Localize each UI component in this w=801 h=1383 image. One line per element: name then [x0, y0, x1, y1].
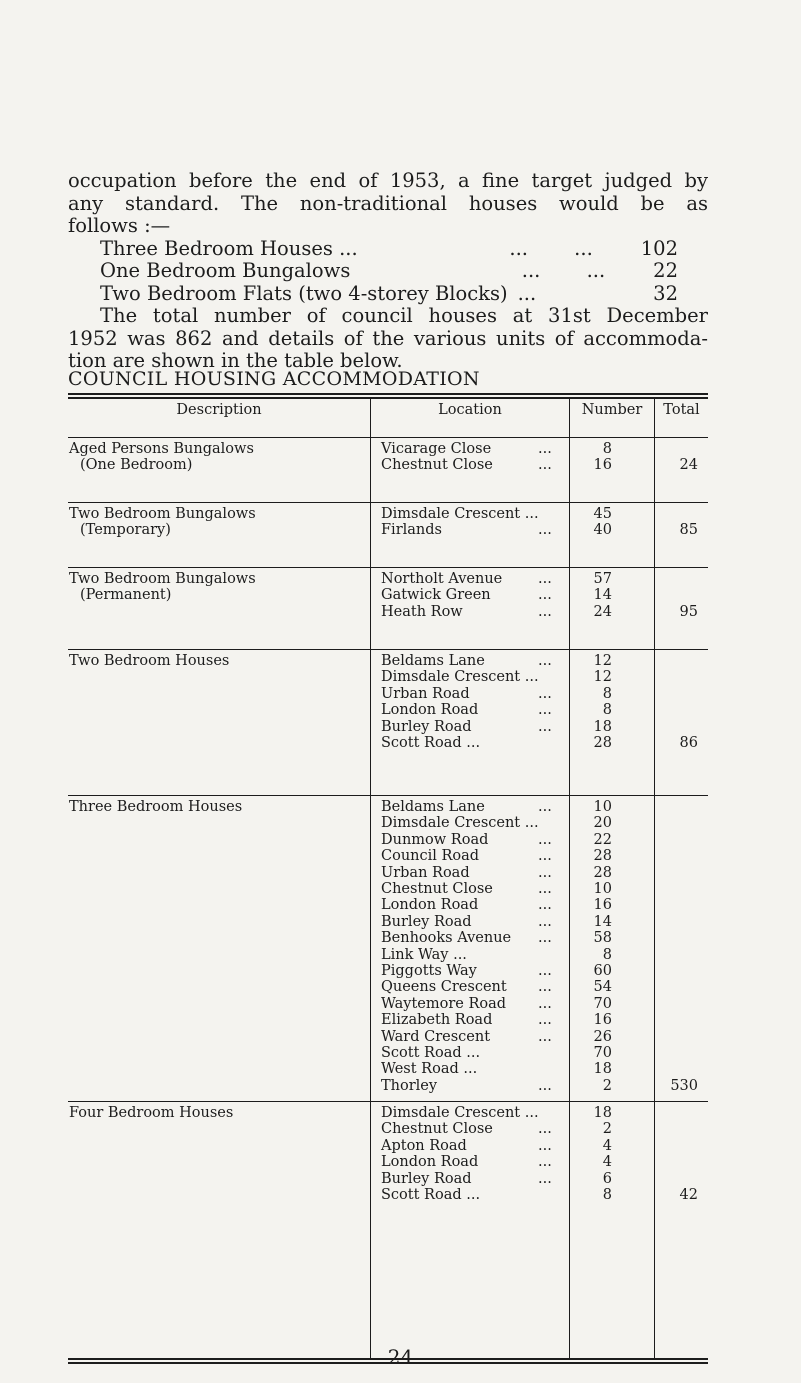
location-cell: London Road — [381, 702, 479, 719]
number-cell: 12 — [593, 669, 612, 686]
leader-dots: ... — [538, 848, 552, 865]
number-cell: 18 — [593, 1105, 612, 1121]
location-cell: Gatwick Green — [381, 587, 491, 604]
total-cell: 24 — [679, 457, 698, 474]
para2-line-3: tion are shown in the table below. — [68, 349, 403, 372]
location-cell: Beldams Lane — [381, 799, 485, 815]
intro-item-value: 32 — [653, 281, 678, 305]
leader-dots: ... — [538, 1012, 552, 1029]
para2-line-1: The total number of council houses at 31st December — [100, 304, 708, 327]
intro-list-item — [68, 260, 708, 283]
number-cell: 60 — [593, 963, 612, 979]
intro-item-label: One Bedroom Bungalows — [100, 259, 351, 282]
group-description: Three Bedroom Houses — [69, 799, 243, 815]
leader-dots: ... — [538, 571, 552, 587]
total-cell: 95 — [679, 603, 698, 620]
leader-dots: ... — [538, 995, 552, 1012]
location-cell: Waytemore Road — [381, 995, 507, 1012]
location-cell: Dimsdale Crescent ... — [381, 1105, 539, 1121]
intro-line-1: occupation before the end of 1953, a fine target judged by — [68, 169, 708, 192]
leader-dots: ... — [538, 864, 552, 881]
number-cell: 24 — [593, 603, 612, 620]
location-cell: Heath Row — [381, 603, 463, 620]
location-cell: Chestnut Close — [381, 881, 493, 897]
number-cell: 26 — [593, 1028, 612, 1045]
intro-item-value: 102 — [640, 236, 678, 260]
header-location: Location — [438, 402, 502, 418]
number-cell: 4 — [602, 1137, 612, 1154]
group-separator — [68, 1101, 708, 1102]
number-cell: 16 — [593, 1012, 612, 1029]
leader-dots: ... — [538, 1121, 552, 1138]
location-cell: London Road — [381, 897, 479, 914]
group-description: Two Bedroom Bungalows — [69, 506, 256, 522]
location-cell: Firlands — [381, 522, 442, 539]
leader-dots: ... — [538, 1077, 552, 1094]
group-separator — [68, 649, 708, 650]
number-cell: 8 — [602, 685, 612, 702]
leader-dots: ... — [538, 831, 552, 848]
leader-dots: ... — [538, 1028, 552, 1045]
number-cell: 8 — [602, 946, 612, 963]
leader-dots: ... — [538, 587, 552, 604]
total-cell: 85 — [679, 522, 698, 539]
number-cell: 10 — [593, 799, 612, 815]
group-description: Aged Persons Bungalows — [69, 441, 254, 457]
column-divider — [370, 399, 371, 1358]
leader-dots: ... — [538, 799, 552, 815]
location-cell: Chestnut Close — [381, 457, 493, 474]
group-separator — [68, 795, 708, 796]
location-cell: Scott Road ... — [381, 1187, 481, 1203]
group-separator — [68, 502, 708, 503]
number-cell: 28 — [593, 848, 612, 865]
leader-dots: ... — [538, 881, 552, 897]
location-cell: Council Road — [381, 848, 480, 865]
number-cell: 4 — [602, 1154, 612, 1171]
number-cell: 12 — [593, 653, 612, 669]
total-cell: 86 — [679, 735, 698, 751]
location-cell: Burley Road — [381, 1170, 472, 1187]
location-cell: Apton Road — [381, 1137, 467, 1154]
leader-dots: ... — [538, 603, 552, 620]
leader-dots: ... — [538, 913, 552, 930]
location-cell: Dimsdale Crescent ... — [381, 669, 539, 686]
group-description: Two Bedroom Houses — [69, 653, 230, 669]
number-cell: 2 — [602, 1077, 612, 1094]
location-cell: Thorley — [381, 1077, 438, 1094]
location-cell: Dunmow Road — [381, 831, 489, 848]
location-cell: Benhooks Avenue — [381, 930, 512, 947]
header-description: Description — [176, 402, 262, 418]
number-cell: 20 — [593, 815, 612, 832]
number-cell: 28 — [593, 735, 612, 751]
number-cell: 70 — [593, 1045, 612, 1061]
number-cell: 16 — [593, 457, 612, 474]
group-description: Two Bedroom Bungalows — [69, 571, 256, 587]
intro-text — [68, 170, 708, 373]
number-cell: 14 — [593, 913, 612, 930]
number-cell: 18 — [593, 718, 612, 735]
location-cell: Scott Road ... — [381, 735, 481, 751]
location-cell: Urban Road — [381, 685, 470, 702]
location-cell: Scott Road ... — [381, 1045, 481, 1061]
location-cell: Burley Road — [381, 913, 472, 930]
number-cell: 18 — [593, 1061, 612, 1078]
total-cell: 42 — [679, 1187, 698, 1203]
intro-line-3: follows :— — [68, 214, 171, 237]
location-cell: Ward Crescent — [381, 1028, 491, 1045]
leader-dots: ... — [538, 979, 552, 996]
intro-item-dots: ... — [517, 281, 537, 305]
group-description: (Temporary) — [80, 522, 171, 539]
location-cell: Dimsdale Crescent ... — [381, 506, 539, 522]
page-number: 24 — [387, 1345, 414, 1369]
number-cell: 70 — [593, 995, 612, 1012]
location-cell: Piggotts Way — [381, 963, 477, 979]
number-cell: 6 — [602, 1170, 612, 1187]
location-cell: London Road — [381, 1154, 479, 1171]
leader-dots: ... — [538, 685, 552, 702]
leader-dots: ... — [538, 522, 552, 539]
location-cell: Urban Road — [381, 864, 470, 881]
location-cell: Elizabeth Road — [381, 1012, 493, 1029]
number-cell: 16 — [593, 897, 612, 914]
number-cell: 8 — [602, 441, 612, 457]
para2-line-2: 1952 was 862 and details of the various units of accommoda- — [68, 326, 708, 350]
intro-item-dots: ... ... — [509, 236, 593, 260]
location-cell: Burley Road — [381, 718, 472, 735]
location-cell: Link Way ... — [381, 946, 467, 963]
intro-list-item — [68, 283, 708, 306]
number-cell: 14 — [593, 587, 612, 604]
location-cell: Vicarage Close — [381, 441, 492, 457]
location-cell: Queens Crescent — [381, 979, 507, 996]
group-description: (Permanent) — [80, 587, 172, 604]
number-cell: 2 — [602, 1121, 612, 1138]
header-total: Total — [663, 402, 700, 418]
leader-dots: ... — [538, 963, 552, 979]
table-top-rule — [68, 397, 708, 399]
number-cell: 8 — [602, 1187, 612, 1203]
leader-dots: ... — [538, 457, 552, 474]
intro-item-value: 22 — [653, 259, 678, 282]
location-cell: Dimsdale Crescent ... — [381, 815, 539, 832]
number-cell: 10 — [593, 881, 612, 897]
number-cell: 8 — [602, 702, 612, 719]
leader-dots: ... — [538, 1137, 552, 1154]
number-cell: 45 — [593, 506, 612, 522]
leader-dots: ... — [538, 718, 552, 735]
leader-dots: ... — [538, 897, 552, 914]
intro-item-label: Three Bedroom Houses ... — [100, 236, 358, 260]
location-cell: West Road ... — [381, 1061, 478, 1078]
intro-line-2: any standard. The non-traditional houses would be as — [68, 191, 708, 215]
header-separator — [68, 437, 708, 438]
number-cell: 57 — [593, 571, 612, 587]
group-description: Four Bedroom Houses — [69, 1105, 234, 1121]
location-cell: Chestnut Close — [381, 1121, 493, 1138]
leader-dots: ... — [538, 930, 552, 947]
number-cell: 22 — [593, 831, 612, 848]
column-divider — [654, 399, 655, 1358]
leader-dots: ... — [538, 441, 552, 457]
header-number: Number — [581, 402, 643, 418]
leader-dots: ... — [538, 653, 552, 669]
leader-dots: ... — [538, 1170, 552, 1187]
location-cell: Northolt Avenue — [381, 571, 503, 587]
table-title: COUNCIL HOUSING ACCOMMODATION — [68, 368, 480, 390]
number-cell: 28 — [593, 864, 612, 881]
intro-list-item — [68, 238, 708, 261]
group-description: (One Bedroom) — [80, 457, 193, 474]
number-cell: 54 — [593, 979, 612, 996]
location-cell: Beldams Lane — [381, 653, 485, 669]
leader-dots: ... — [538, 702, 552, 719]
table-top-rule — [68, 393, 708, 395]
group-separator — [68, 567, 708, 568]
total-cell: 530 — [670, 1077, 698, 1094]
leader-dots: ... — [538, 1154, 552, 1171]
number-cell: 58 — [593, 930, 612, 947]
number-cell: 40 — [593, 522, 612, 539]
intro-item-dots: ... ... — [521, 259, 606, 282]
intro-item-label: Two Bedroom Flats (two 4-storey Blocks) — [100, 281, 508, 305]
